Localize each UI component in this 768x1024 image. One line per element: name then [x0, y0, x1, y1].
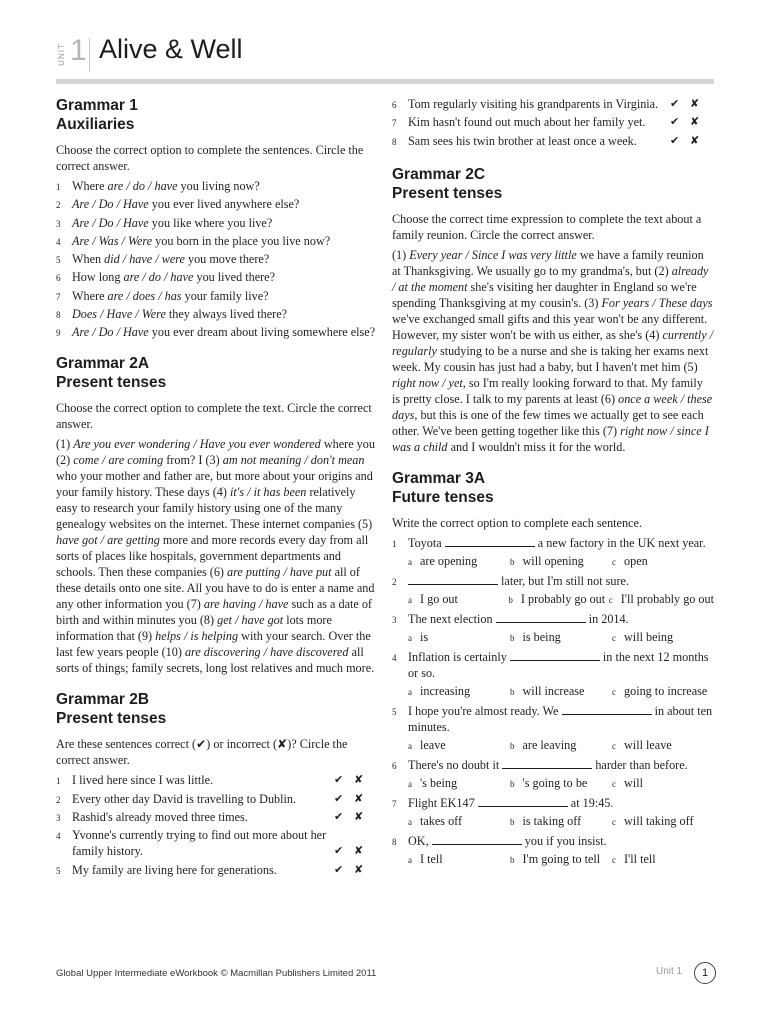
item-text: When [72, 252, 105, 267]
option-letter: a [408, 686, 412, 697]
item-text: OK, [408, 833, 432, 848]
item-number: 9 [56, 328, 61, 339]
exercise-list [392, 535, 714, 868]
option-text: I'll tell [624, 851, 656, 866]
paragraph [392, 247, 714, 455]
answer-blank [432, 834, 522, 845]
item-text: you ever dream about living somewhere else? [148, 325, 376, 340]
option-letter: a [408, 632, 412, 643]
option-text: I probably go out [520, 591, 606, 606]
item-number: 6 [392, 100, 397, 110]
option-letter: c [612, 740, 616, 751]
option-a [408, 683, 510, 700]
answer-options [408, 553, 714, 570]
footer-unit: Unit 1 [656, 966, 683, 977]
unit-number: 1 [70, 34, 87, 67]
option-text: are leaving [522, 737, 577, 752]
section-grammar-2a [56, 354, 378, 676]
answer-options [408, 737, 714, 754]
option-c [612, 683, 714, 700]
answer-options: Are / Do / Have [72, 325, 149, 340]
item-number: 5 [56, 255, 61, 266]
option-text: is being [522, 629, 561, 644]
item-text: they always lived there? [165, 307, 288, 322]
text-run: , so I'm really looking forward to that. My family is pretty close. I talk to my parents at least (6) [392, 375, 703, 406]
list-item [392, 649, 714, 700]
option-b [508, 591, 608, 608]
answer-options: Every year / Since I was very little [409, 247, 577, 262]
list-item [56, 772, 378, 788]
option-a [408, 813, 510, 830]
answer-options [408, 813, 714, 830]
option-text: will leave [624, 737, 672, 752]
instruction: Are these sentences correct (✔) or incorrect (✘)? Circle the correct answer. [56, 737, 348, 768]
item-number: 8 [56, 310, 61, 321]
list-item [56, 809, 378, 825]
option-b [510, 629, 612, 646]
option-letter: c [612, 854, 616, 865]
list-item [56, 306, 378, 322]
instruction: Write the correct option to complete each sentence. [392, 515, 642, 530]
section-title: Grammar 3A [392, 469, 486, 487]
right-column [392, 96, 714, 871]
section-subtitle: Auxiliaries [56, 116, 135, 133]
item-text: at 19:45. [567, 795, 614, 810]
item-text: Every other day David is travelling to Dublin. [72, 791, 297, 806]
left-column [56, 96, 378, 880]
tick-cross [670, 96, 714, 112]
item-number: 3 [392, 614, 397, 625]
answer-options [408, 629, 714, 646]
answer-blank [496, 612, 586, 623]
item-number: 4 [392, 652, 397, 663]
list-item [392, 833, 714, 868]
option-letter: c [612, 686, 616, 697]
item-text: you ever lived anywhere else? [148, 197, 300, 212]
unit-label: UNIT [56, 43, 66, 66]
item-number: 7 [392, 798, 397, 809]
item-text: Sam sees his twin brother at least once a week. [408, 133, 637, 148]
option-letter: b [510, 632, 515, 643]
option-text: leave [420, 737, 446, 752]
tick-cross [334, 791, 378, 807]
option-c [612, 813, 714, 830]
item-text: How long [72, 270, 124, 285]
option-a [408, 851, 510, 868]
item-text: Inflation is certainly [408, 649, 510, 664]
text-run: we have a family reunion at Thanksgiving. We usually go to my grandma's, but (2) [392, 247, 704, 278]
item-text: your family live? [181, 288, 269, 303]
tick-cross [334, 843, 378, 859]
option-letter: b [510, 740, 515, 751]
option-letter: a [408, 854, 412, 865]
tick-cross [670, 133, 714, 149]
text-run: where you (2) [56, 437, 375, 468]
answer-options: already / at the moment [392, 263, 709, 294]
option-letter: c [612, 778, 616, 789]
item-text: Rashid's already moved three times. [72, 809, 248, 824]
option-text: takes off [420, 813, 463, 828]
text-run: lots more information that (9) [56, 613, 332, 644]
answer-blank [562, 704, 652, 715]
option-text: will taking off [624, 813, 694, 828]
option-letter: b [510, 556, 515, 567]
answer-options: are discovering / have discovered [184, 645, 349, 660]
answer-options: it's / it has been [229, 485, 307, 500]
tick-icon: ✔ [334, 773, 344, 787]
option-letter: b [510, 854, 515, 865]
item-text: in the next 12 months or so. [408, 649, 709, 680]
paragraph [56, 436, 378, 676]
text-run: with your search. Over the last few years people (10) [56, 629, 371, 660]
option-a [408, 775, 510, 792]
option-text: will opening [522, 553, 584, 568]
item-text: Where [72, 288, 108, 303]
text-run: all of these details onto one site. All you have to do is enter a name and any other information you (7) [56, 565, 375, 612]
item-text: Kim hasn't found out much about her family yet. [408, 115, 646, 130]
cross-icon: ✘ [354, 862, 364, 876]
list-item [392, 573, 714, 608]
exercise-text [392, 247, 714, 455]
text-run: all sorts of things; family secrets, long lost relatives and much more. [56, 645, 375, 676]
item-text: harder than before. [592, 757, 688, 772]
answer-options: currently / regularly [392, 327, 714, 358]
text-run: (1) [56, 437, 74, 452]
option-c [612, 851, 714, 868]
option-letter: a [408, 778, 412, 789]
item-number: 4 [56, 831, 61, 842]
answer-options: get / have got [217, 613, 284, 628]
item-text: The next election [408, 611, 496, 626]
list-item [56, 196, 378, 212]
item-number: 7 [392, 118, 397, 129]
tick-icon: ✔ [670, 97, 680, 110]
section-title: Grammar 1 [56, 97, 138, 114]
answer-options: have got / are getting [56, 533, 160, 548]
cross-icon: ✘ [354, 844, 364, 858]
tick-cross [334, 862, 378, 878]
answer-options: are putting / have put [227, 565, 332, 580]
item-text: There's no doubt it [408, 757, 503, 772]
option-text: will increase [522, 683, 585, 698]
item-number: 5 [392, 706, 397, 717]
option-c [612, 553, 714, 570]
item-text: you living now? [177, 179, 260, 193]
answer-options: are / do / have [123, 270, 194, 285]
section-grammar-2c [392, 165, 714, 455]
tick-icon: ✔ [334, 844, 344, 858]
answer-options: are / does / has [107, 288, 182, 303]
option-text: will [624, 775, 643, 790]
answer-options [408, 683, 714, 700]
answer-options: did / have / were [104, 252, 185, 267]
answer-options: are / do / have [107, 179, 178, 193]
answer-blank [445, 536, 535, 547]
list-item [392, 133, 714, 149]
option-text: is taking off [522, 813, 582, 828]
cross-icon: ✘ [354, 809, 364, 823]
item-number: 8 [392, 136, 397, 147]
item-text: I lived here since I was little. [72, 773, 214, 788]
list-item [392, 611, 714, 646]
exercise-list [56, 772, 378, 877]
item-number: 6 [392, 760, 397, 771]
tick-cross [334, 772, 378, 788]
option-text: open [624, 553, 648, 568]
answer-options: Are / Do / Have [72, 215, 149, 230]
list-item [56, 862, 378, 878]
tick-cross [670, 114, 714, 130]
item-number: 1 [56, 182, 61, 192]
header-divider [89, 38, 90, 72]
option-a [408, 737, 510, 754]
item-text: Yvonne's currently trying to find out more about her family history. [72, 828, 327, 859]
answer-options: helps / is helping [155, 629, 239, 644]
page-number: 1 [694, 962, 716, 984]
section-grammar-2b [56, 690, 378, 877]
option-text: I go out [420, 591, 458, 606]
item-number: 6 [56, 273, 61, 284]
section-subtitle: Present tenses [56, 710, 167, 728]
tick-icon: ✔ [334, 862, 344, 876]
answer-options: right now / since I was a child [392, 423, 709, 454]
item-number: 2 [56, 200, 61, 211]
text-run: from? I (3) [163, 453, 223, 468]
item-number: 1 [56, 776, 61, 787]
option-a [408, 591, 508, 608]
exercise-list [56, 178, 378, 340]
option-text: I tell [420, 851, 443, 866]
list-item [56, 324, 378, 340]
text-run: relatively easy to research your family history using one of the many genealogy websites on the internet. These internet companies (5) [56, 485, 373, 532]
list-item [56, 251, 378, 267]
answer-options: am not meaning / don't mean [222, 453, 365, 468]
option-text: is [420, 629, 429, 644]
option-b [510, 851, 612, 868]
text-run: studying to be a nurse and she is taking her exams next week. My cousin has just had a baby, but I haven't met him (5) [392, 343, 709, 374]
section-subtitle: Future tenses [392, 488, 494, 506]
option-letter: c [612, 816, 616, 827]
option-b [510, 737, 612, 754]
item-text: you lived there? [193, 270, 275, 285]
tick-icon: ✔ [334, 809, 344, 823]
exercise-text [56, 436, 378, 676]
list-item [56, 215, 378, 231]
option-b [510, 683, 612, 700]
option-letter: a [408, 740, 412, 751]
section-title: Grammar 2C [392, 165, 486, 183]
footer-copyright: Global Upper Intermediate eWorkbook © Macmillan Publishers Limited 2011 [56, 968, 377, 979]
item-text: My family are living here for generations. [72, 862, 277, 877]
option-text: increasing [420, 683, 471, 698]
list-item [56, 827, 378, 859]
text-run: more and more records every day from all sorts of places like hospitals, government departments and schools. Then these companies (6) [56, 533, 369, 580]
page-header [56, 30, 712, 82]
list-item [392, 535, 714, 570]
section-grammar-3a [392, 469, 714, 868]
item-text: I hope you're almost ready. We [408, 703, 562, 718]
answer-options [408, 851, 714, 868]
answer-options: Are you ever wondering / Have you ever wondered [73, 437, 321, 452]
option-text: 's being [420, 775, 458, 790]
instruction: Choose the correct time expression to complete the text about a family reunion. Circle the correct answer. [392, 211, 702, 242]
tick-icon: ✔ [670, 133, 680, 147]
item-number: 7 [56, 291, 61, 302]
option-b [510, 813, 612, 830]
answer-options: once a week / these days [392, 391, 713, 422]
option-text: are opening [420, 553, 478, 568]
item-number: 2 [392, 576, 397, 587]
answer-blank [408, 574, 498, 585]
answer-options [408, 591, 714, 608]
item-number: 5 [56, 865, 61, 876]
unit-marker [56, 36, 86, 74]
item-number: 1 [392, 538, 397, 549]
cross-icon: ✘ [690, 97, 700, 110]
section-grammar-1 [56, 96, 378, 340]
answer-options: are having / have [203, 597, 289, 612]
option-c [612, 775, 714, 792]
list-item [56, 233, 378, 249]
list-item [392, 703, 714, 754]
option-letter: c [612, 632, 616, 643]
text-run: (1) [392, 247, 410, 262]
list-item [56, 178, 378, 194]
option-letter: b [510, 686, 515, 697]
tick-icon: ✔ [670, 115, 680, 129]
answer-blank [478, 796, 568, 807]
option-b [510, 775, 612, 792]
option-text: I'm going to tell [522, 851, 601, 866]
cross-icon: ✘ [354, 773, 364, 787]
instruction: Choose the correct option to complete the sentences. Circle the correct answer. [56, 143, 364, 173]
option-text: going to increase [624, 683, 708, 698]
item-text: in 2014. [585, 611, 629, 626]
option-letter: a [408, 556, 412, 567]
cross-icon: ✘ [690, 133, 700, 147]
item-text: you move there? [184, 252, 270, 267]
option-b [510, 553, 612, 570]
list-item [392, 757, 714, 792]
option-letter: a [408, 594, 412, 605]
text-run: and I wouldn't miss it for the world. [447, 439, 626, 454]
tick-icon: ✔ [334, 791, 344, 805]
section-title: Grammar 2A [56, 355, 150, 373]
header-rule [56, 79, 714, 84]
item-text: Flight EK147 [408, 795, 478, 810]
option-text: will being [624, 629, 674, 644]
answer-options [408, 775, 714, 792]
text-run: we've exchanged small gifts and this year won't be any different. However, my sister won't be with us either, as she's (4) [392, 311, 708, 342]
item-text: Tom regularly visiting his grandparents in Virginia. [408, 97, 659, 111]
list-item [392, 114, 714, 130]
list-item [392, 795, 714, 830]
option-letter: b [508, 594, 513, 605]
item-number: 3 [56, 218, 61, 229]
option-text: I'll probably go out [620, 591, 715, 606]
answer-options: come / are coming [73, 453, 164, 468]
section-title: Grammar 2B [56, 691, 150, 709]
text-run: such as a date of birth and within minutes you (8) [56, 597, 372, 628]
item-text: later, but I'm still not sure. [498, 573, 630, 588]
option-letter: b [510, 816, 515, 827]
list-item [56, 269, 378, 285]
option-c [609, 591, 714, 608]
instruction: Choose the correct option to complete the text. Circle the correct answer. [56, 401, 372, 432]
item-text: you born in the place you live now? [152, 233, 331, 248]
item-number: 2 [56, 794, 61, 805]
text-run: who your mother and father are, but more about your origins and your family history. These days (4) [56, 469, 373, 500]
option-letter: b [510, 778, 515, 789]
answer-options: Are / Was / Were [72, 233, 153, 248]
option-letter: c [612, 556, 616, 567]
section-subtitle: Present tenses [56, 374, 167, 392]
text-run: , but this is one of the few times we actually get to see each other. We've been getting together like this (7) [392, 407, 704, 438]
option-a [408, 553, 510, 570]
text-run: she's visiting her daughter in England so we're spending Thanksgiving at my cousin's. (3) [392, 279, 697, 310]
option-letter: a [408, 816, 412, 827]
item-text: a new factory in the UK next year. [534, 535, 706, 550]
answer-options: right now / yet [392, 375, 463, 390]
item-text: you if you insist. [521, 833, 607, 848]
cross-icon: ✘ [354, 791, 364, 805]
item-text: in about ten minutes. [408, 703, 713, 734]
tick-cross [334, 809, 378, 825]
answer-options: Does / Have / Were [72, 307, 166, 322]
list-item [56, 288, 378, 304]
answer-options: For years / These days [601, 295, 713, 310]
item-text: Where [72, 179, 108, 193]
item-number: 4 [56, 236, 61, 247]
list-item [392, 96, 714, 112]
answer-blank [510, 650, 600, 661]
option-c [612, 629, 714, 646]
section-subtitle: Present tenses [392, 184, 503, 202]
option-c [612, 737, 714, 754]
option-letter: c [608, 594, 613, 605]
answer-options: Are / Do / Have [72, 197, 149, 212]
list-item [56, 791, 378, 807]
item-text: Toyota [408, 535, 445, 550]
answer-blank [502, 758, 592, 769]
option-a [408, 629, 510, 646]
item-number: 3 [56, 812, 61, 823]
cross-icon: ✘ [690, 115, 700, 129]
option-text: 's going to be [522, 775, 588, 790]
exercise-list-continued [392, 96, 714, 149]
item-number: 8 [392, 836, 397, 847]
item-text: you like where you live? [148, 215, 273, 230]
page-title: Alive & Well [99, 34, 243, 64]
